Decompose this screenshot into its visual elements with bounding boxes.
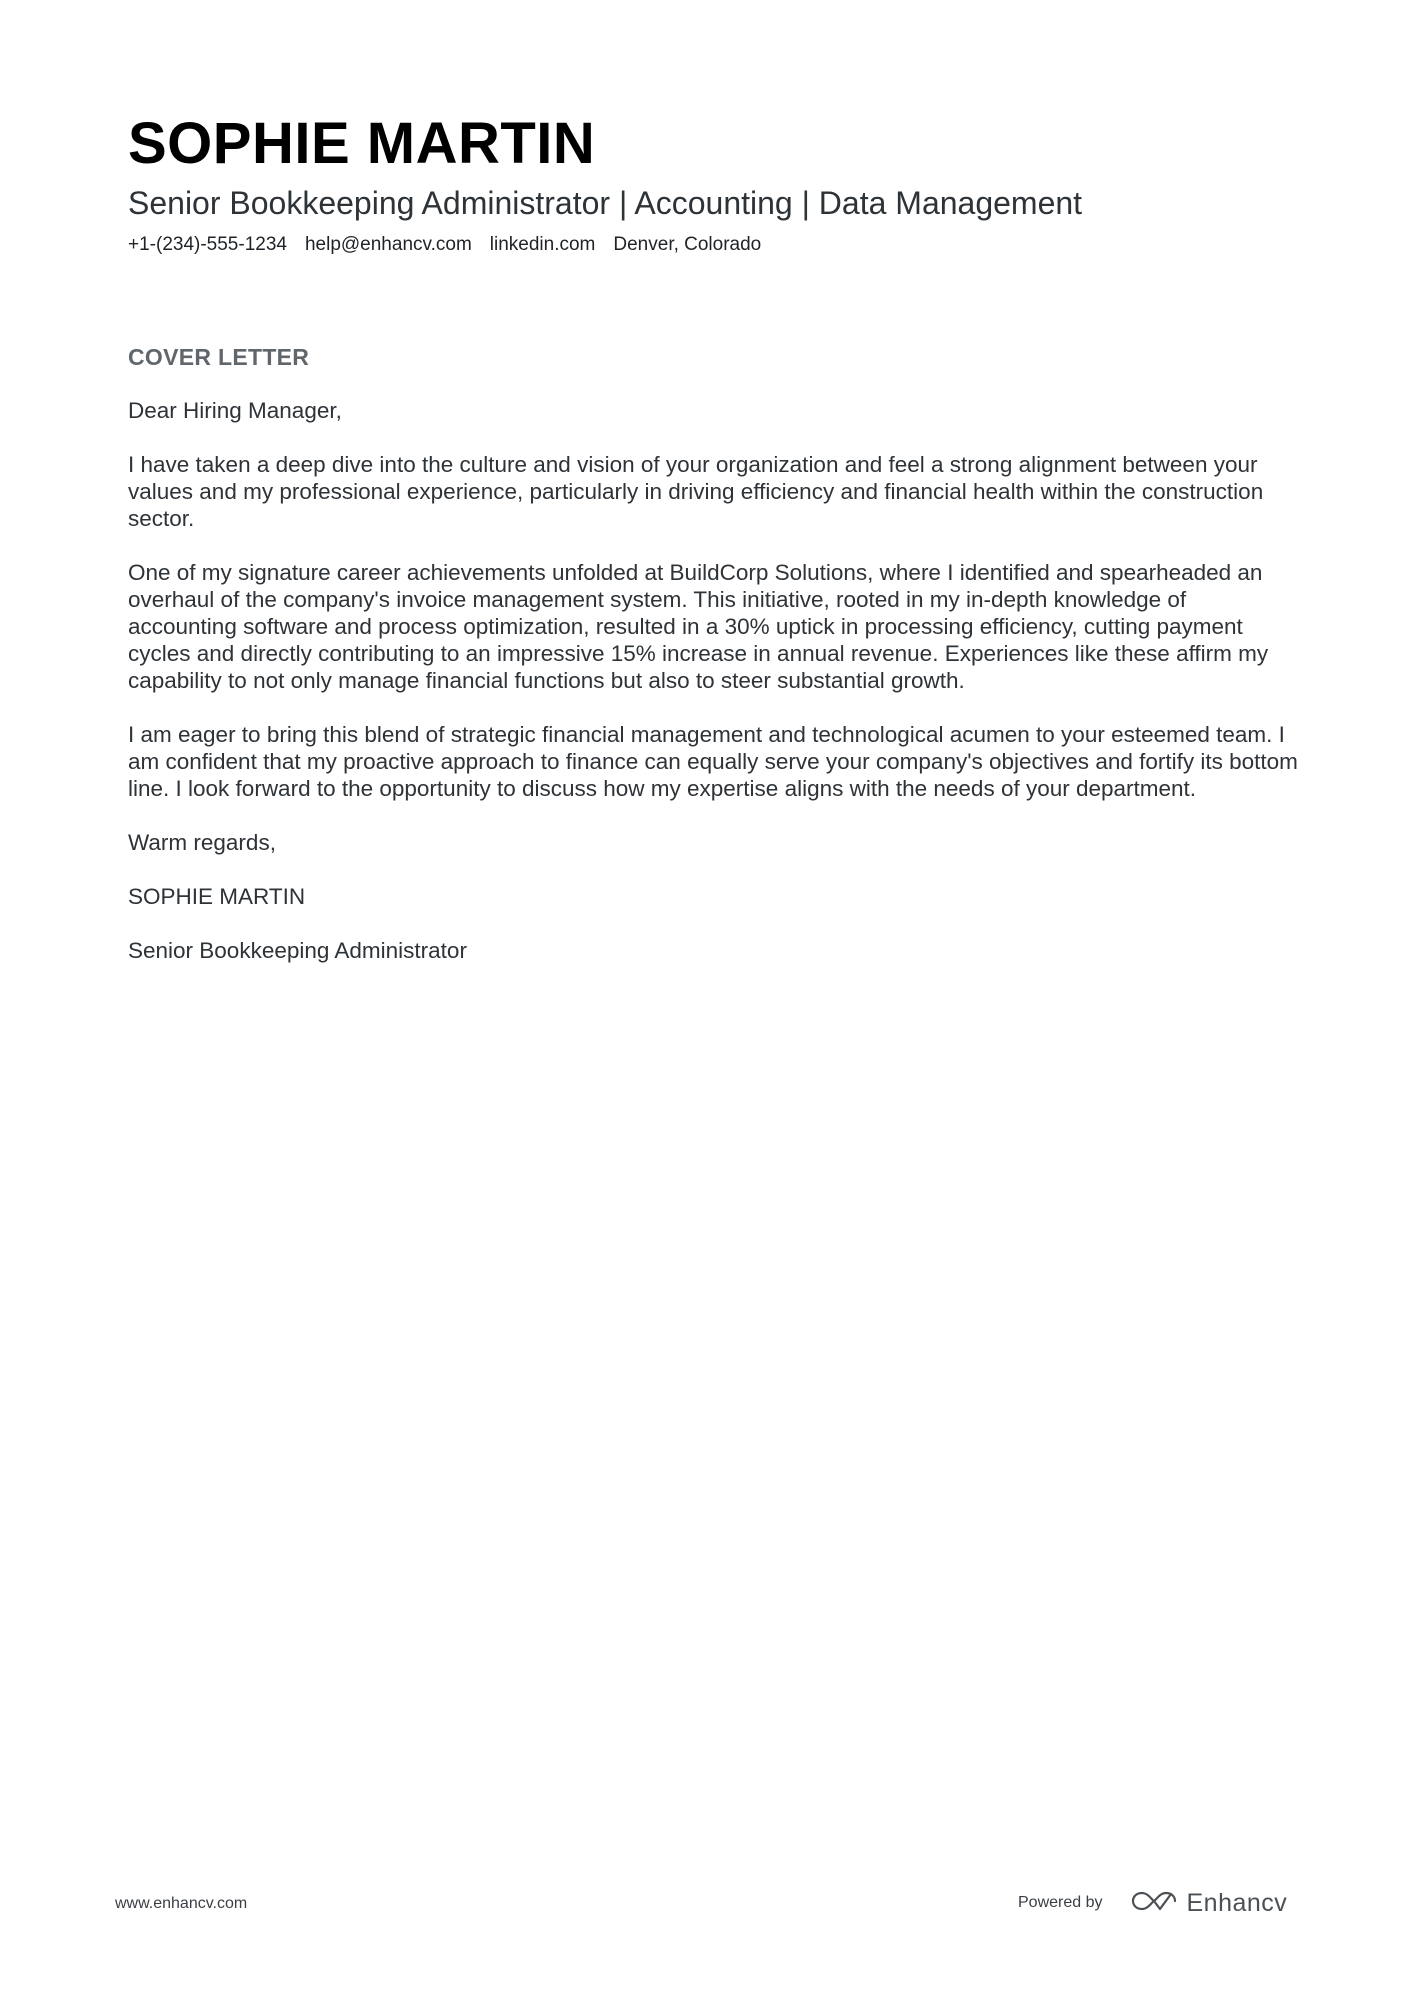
- candidate-headline: Senior Bookkeeping Administrator | Accounting | Data Management: [128, 185, 1083, 221]
- closing: Warm regards,: [128, 830, 276, 855]
- footer-branding: [1018, 1886, 1287, 1920]
- section-title: COVER LETTER: [128, 344, 310, 370]
- location: Denver, Colorado: [613, 234, 762, 255]
- enhancv-logo-icon: [1131, 1890, 1177, 1917]
- candidate-name: SOPHIE MARTIN: [128, 111, 596, 176]
- letter-body: [128, 343, 1298, 991]
- enhancv-wordmark: Enhancv: [1186, 1888, 1288, 1917]
- linkedin-link[interactable]: linkedin.com: [489, 234, 596, 255]
- contact-info: [128, 232, 1298, 258]
- signature-title: Senior Bookkeeping Administrator: [128, 938, 467, 963]
- email-address[interactable]: help@enhancv.com: [304, 234, 472, 255]
- phone-number: +1-(234)-555-1234: [128, 234, 287, 255]
- signature-name: SOPHIE MARTIN: [128, 884, 306, 909]
- footer-website[interactable]: www.enhancv.com: [115, 1895, 248, 1912]
- greeting: Dear Hiring Manager,: [128, 398, 342, 423]
- paragraph: I have taken a deep dive into the culture and vision of your organization and feel a strong alignment between your values and my professional experience, particularly in driving efficiency and financial health within the construction sector.: [128, 452, 1264, 531]
- paragraph: One of my signature career achievements unfolded at BuildCorp Solutions, where I identified and spearheaded an overhaul of the company's invoice management system. This initiative, rooted in my in-depth knowledge of accounting software and process optimization, resulted in a 30% uptick in processing efficiency, cutting payment cycles and directly contributing to an impressive 15% increase in annual revenue. Experiences like these affirm my capability to not only manage financial functions but also to steer substantial growth.: [128, 560, 1269, 693]
- paragraph: I am eager to bring this blend of strategic financial management and technological acumen to your esteemed team. I am confident that my proactive approach to finance can equally serve your company's objectives and fortify its bottom line. I look forward to the opportunity to discuss how my expertise aligns with the needs of your department.: [128, 722, 1298, 801]
- enhancv-brand[interactable]: [1131, 1889, 1288, 1918]
- header: [128, 108, 1298, 258]
- powered-by-label: Powered by: [1018, 1894, 1103, 1911]
